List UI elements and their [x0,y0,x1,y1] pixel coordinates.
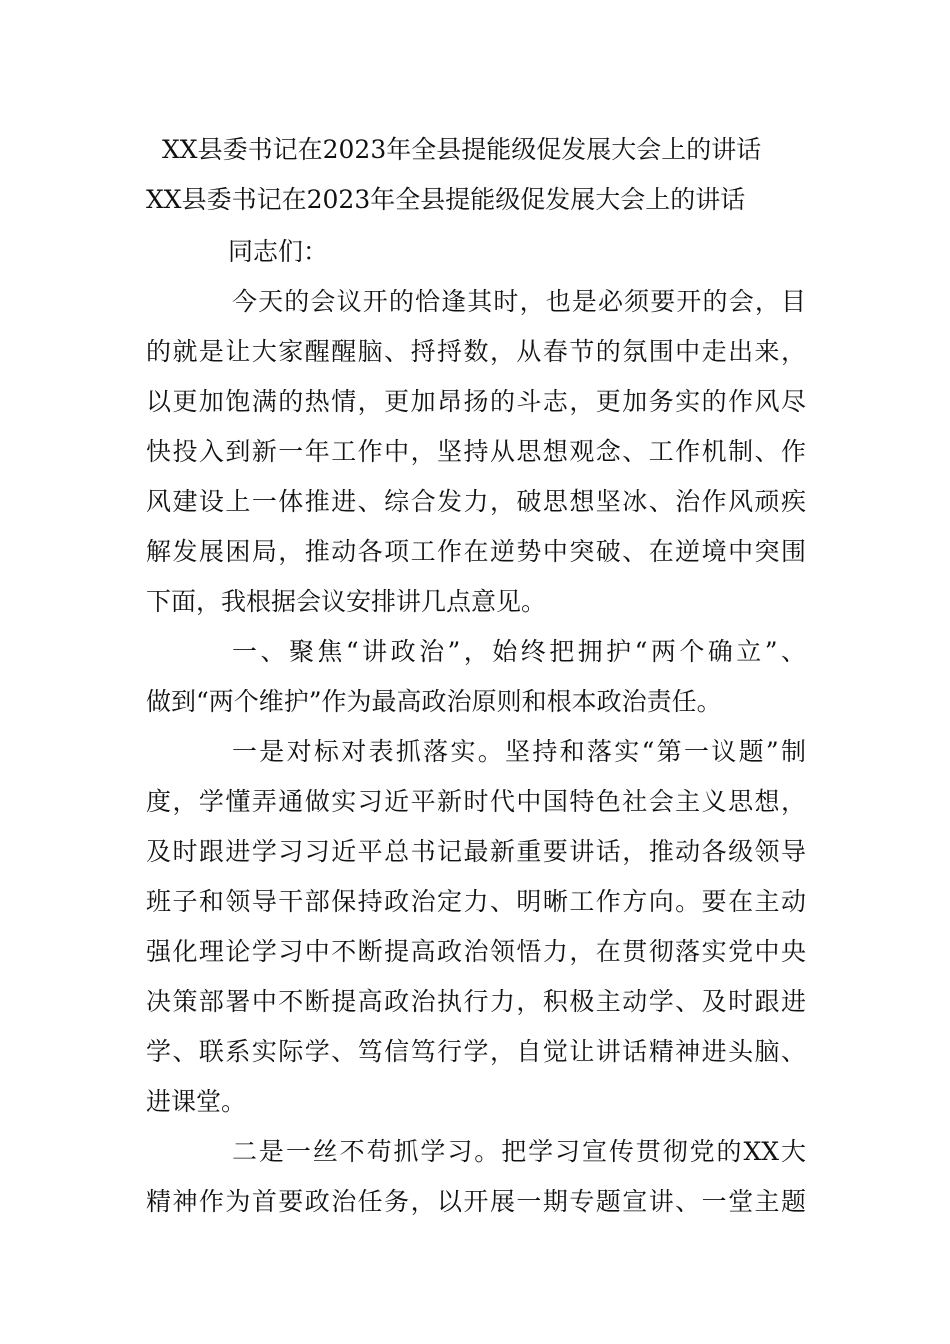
section-heading-line: 一、聚焦“讲政治”，始终把拥护“两个确立”、 [232,637,806,666]
paragraph-line: 一是对标对表抓落实。坚持和落实“第一议题”制 [232,737,806,766]
paragraph-line: 决策部署中不断提高政治执行力，积极主动学、及时跟进 [146,987,806,1016]
paragraph-line: 进课堂。 [146,1087,247,1116]
paragraph-line: 精神作为首要政治任务，以开展一期专题宣讲、一堂主题 [146,1187,806,1216]
paragraph-line: 强化理论学习中不断提高政治领悟力，在贯彻落实党中央 [146,937,806,966]
paragraph-line: 的就是让大家醒醒脑、捋捋数，从春节的氛围中走出来， [146,337,806,366]
paragraph-line: 风建设上一体推进、综合发力，破思想坚冰、治作风顽疾 [146,487,806,516]
section-heading-line: 做到“两个维护”作为最高政治原则和根本政治责任。 [146,687,722,716]
document-title: XX县委书记在2023年全县提能级促发展大会上的讲话 [162,135,762,164]
paragraph-line: 快投入到新一年工作中，坚持从思想观念、工作机制、作 [146,437,806,466]
paragraph-line: 下面，我根据会议安排讲几点意见。 [146,587,547,616]
document-title-repeat: XX县委书记在2023年全县提能级促发展大会上的讲话 [146,185,746,214]
paragraph-line: 度，学懂弄通做实习近平新时代中国特色社会主义思想， [146,787,806,816]
paragraph-line: 及时跟进学习习近平总书记最新重要讲话，推动各级领导 [146,837,806,866]
paragraph-line: 今天的会议开的恰逢其时，也是必须要开的会，目 [232,287,806,316]
paragraph-line: 二是一丝不苟抓学习。把学习宣传贯彻党的XX大 [232,1137,806,1166]
paragraph-line: 解发展困局，推动各项工作在逆势中突破、在逆境中突围 [146,537,806,566]
paragraph-line: 班子和领导干部保持政治定力、明晰工作方向。要在主动 [146,887,806,916]
paragraph-line: 学、联系实际学、笃信笃行学，自觉让讲话精神进头脑、 [146,1037,806,1066]
salutation: 同志们： [228,237,329,266]
paragraph-line: 以更加饱满的热情，更加昂扬的斗志，更加务实的作风尽 [146,387,806,416]
